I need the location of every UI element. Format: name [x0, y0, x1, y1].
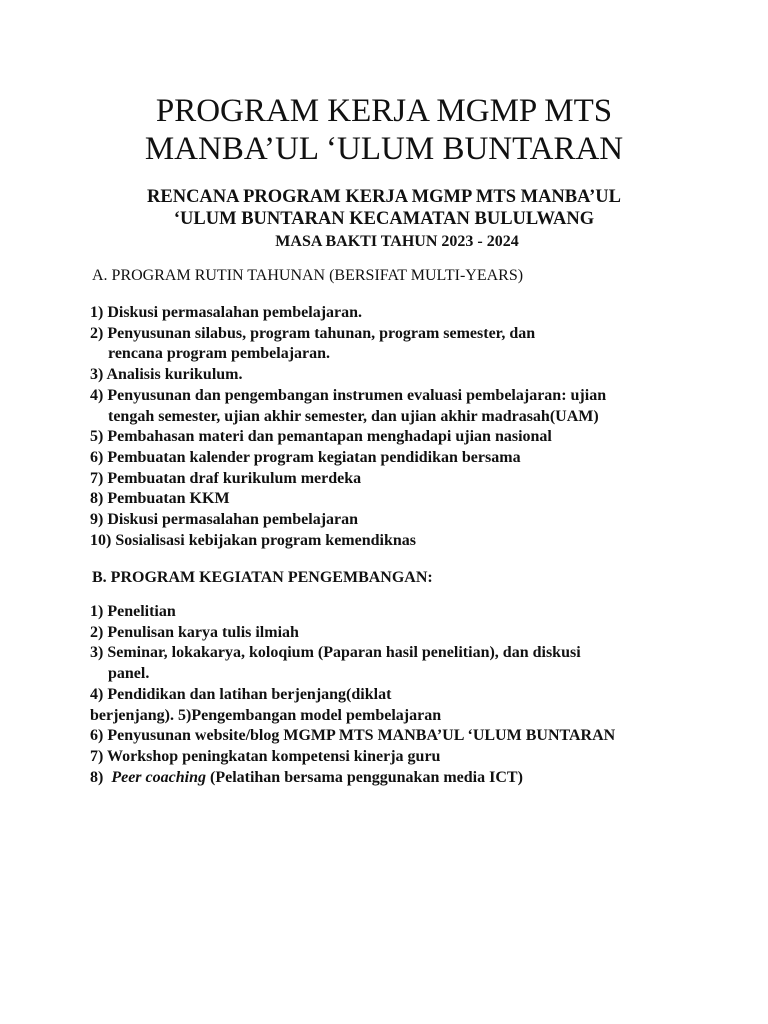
list-item: 3) Analisis kurikulum.: [90, 366, 243, 384]
title-line-1: PROGRAM KERJA MGMP MTS: [155, 93, 613, 129]
item-8-italic: Peer coaching: [111, 768, 206, 786]
document-subtitle: [0, 186, 768, 230]
list-item: 4) Pendidikan dan latihan berjenjang(diklat: [90, 685, 392, 703]
list-item: 5) Pembahasan materi dan pemantapan menghadapi ujian nasional: [90, 428, 552, 446]
title-line-2: MANBA’UL ‘ULUM BUNTARAN: [144, 131, 624, 167]
service-period: MASA BAKTI TAHUN 2023 - 2024: [275, 233, 519, 250]
list-item: 10) Sosialisasi kebijakan program kemendiknas: [90, 531, 416, 549]
subtitle-line-1: RENCANA PROGRAM KERJA MGMP MTS MANBA’UL: [147, 187, 621, 207]
list-item: 2) Penulisan karya tulis ilmiah: [90, 623, 299, 641]
list-item: 2) Penyusunan silabus, program tahunan, program semester, dan rencana program pembelajaran.: [90, 324, 536, 363]
list-item: 6) Pembuatan kalender program kegiatan pendidikan bersama: [90, 448, 521, 466]
item-8-number: 8): [90, 768, 104, 786]
list-item: [90, 768, 615, 789]
list-item: 1) Penelitian: [90, 603, 176, 620]
list-item: 7) Pembuatan draf kurikulum merdeka: [90, 469, 362, 487]
list-item: 3) Seminar, lokakarya, koloqium (Paparan hasil penelitian), dan diskusi panel.: [90, 644, 581, 683]
list-item: 4) Penyusunan dan pengembangan instrumen evaluasi pembelajaran: ujian tengah semester, ujian akhir semester, dan ujian akhir madrasah(UAM): [90, 386, 607, 425]
list-item: 1) Diskusi permasalahan pembelajaran.: [90, 304, 363, 321]
section-b-heading: B. PROGRAM KEGIATAN PENGEMBANGAN:: [92, 569, 433, 586]
list-item: 9) Diskusi permasalahan pembelajaran: [90, 511, 359, 529]
list-item: berjenjang). 5)Pengembangan model pembelajaran: [90, 706, 442, 724]
list-item: 7) Workshop peningkatan kompetensi kinerja guru: [90, 747, 441, 765]
list-item: 8) Pembuatan KKM: [90, 490, 230, 508]
section-a-heading: A. PROGRAM RUTIN TAHUNAN (BERSIFAT MULTI-YEARS): [92, 267, 524, 284]
list-item: 6) Penyusunan website/blog MGMP MTS MANBA’UL ‘ULUM BUNTARAN: [90, 727, 616, 745]
item-8-rest: (Pelatihan bersama penggunakan media ICT): [209, 768, 523, 786]
document-title: [0, 92, 768, 168]
subtitle-line-2: ‘ULUM BUNTARAN KECAMATAN BULULWANG: [173, 209, 595, 229]
section-a-list: [90, 303, 606, 551]
section-b-list: [90, 602, 615, 788]
